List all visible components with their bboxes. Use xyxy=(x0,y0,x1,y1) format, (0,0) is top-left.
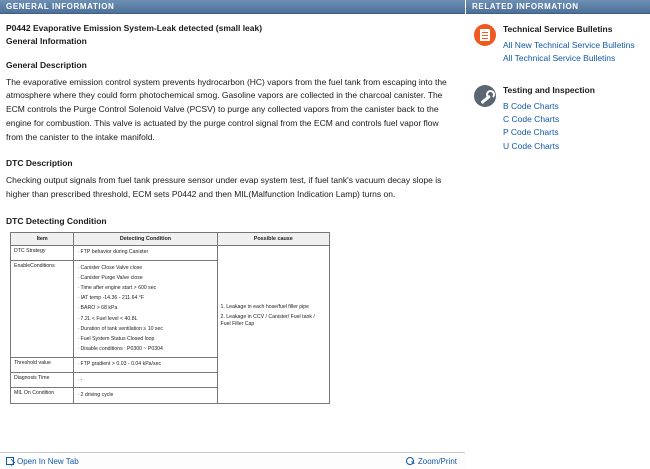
condition-line: · Disable conditions : P0300 ~ P0304 xyxy=(77,346,163,353)
magnifier-icon xyxy=(406,457,415,466)
related-link[interactable]: B Code Charts xyxy=(503,101,559,112)
condition-line: · 2 driving cycle xyxy=(77,391,114,398)
page-subtitle: General Information xyxy=(6,35,87,46)
related-information-header-label: RELATED INFORMATION xyxy=(472,2,579,11)
condition-line: · 7.2L < Fuel level < 40.8L xyxy=(77,315,138,322)
dtc-table-body xyxy=(11,245,330,403)
table-cell-item: Threshold value xyxy=(11,357,74,372)
dtc-description-text: Checking output signals from fuel tank pressure sensor under evap system test, if fuel tank's vacuum decay slope is higher than prescribed threshold, ECM sets P0442 and then MIL(Malfunction Indication Lamp) turns on. xyxy=(6,175,442,200)
general-description-text: The evaporative emission control system prevents hydrocarbon (HC) vapors from the fuel tank from escaping into the atmosphere where they could form photochemical smog. Gasoline vapors are collected in the charcoal canister. The ECM controls the Purge Control Solenoid Valve (PCSV) to purge any collected vapors from the canister back to the engine for combustion. This valve is actuated by the purge control signal from the ECM and controls fuel vapor flow from the canister to the intake manifold. xyxy=(6,76,447,142)
table-cell-possible-cause xyxy=(217,245,329,403)
table-header-item: Item xyxy=(11,232,74,245)
dtc-detecting-condition-table xyxy=(10,232,330,404)
condition-line: · BARO > 68 kPa xyxy=(77,305,118,312)
condition-line: · IAT temp -14.36 - 211.64 °F xyxy=(77,295,145,302)
table-cell-item: DTC Strategy xyxy=(11,245,74,260)
table-cell-detecting-condition xyxy=(74,245,217,260)
related-group-text xyxy=(503,84,595,153)
general-information-header xyxy=(0,0,465,14)
condition-line: · Canister Close Valve close xyxy=(77,264,143,271)
related-group xyxy=(466,75,650,153)
related-link[interactable]: All Technical Service Bulletins xyxy=(503,53,616,64)
condition-line: · Duration of tank ventilation ≥ 10 sec xyxy=(77,325,163,332)
related-link[interactable]: U Code Charts xyxy=(503,140,560,151)
wrench-icon xyxy=(474,85,496,107)
condition-line: · Time after engine start > 600 sec xyxy=(77,285,157,292)
dtc-detecting-condition-heading: DTC Detecting Condition xyxy=(6,215,107,226)
group-spacer xyxy=(466,65,650,75)
related-group-heading: Technical Service Bulletins xyxy=(503,24,613,34)
possible-cause-line: 1. Leakage in each hose/fuel filler pipe xyxy=(220,304,310,311)
related-group xyxy=(466,14,650,65)
table-cell-detecting-condition xyxy=(74,388,217,403)
table-header-detecting-condition: Detecting Condition xyxy=(74,232,217,245)
document-icon xyxy=(474,24,496,46)
condition-line: · FTP gradient > 0.03 - 0.04 kPa/sec xyxy=(77,361,162,368)
condition-line: · Canister Purge Valve close xyxy=(77,274,143,281)
table-cell-item: EnableConditions xyxy=(11,261,74,358)
general-description-heading: General Description xyxy=(6,59,87,70)
table-header-row xyxy=(11,232,330,245)
related-information-groups xyxy=(466,14,650,153)
dtc-description-heading: DTC Description xyxy=(6,158,73,169)
table-cell-detecting-condition xyxy=(74,373,217,388)
related-group-heading: Testing and Inspection xyxy=(503,85,595,96)
condition-line: · FTP behavior during Canister xyxy=(77,249,149,256)
open-in-new-tab-label[interactable]: Open In New Tab xyxy=(17,456,79,466)
document-footer xyxy=(0,452,465,469)
related-link[interactable]: C Code Charts xyxy=(503,114,560,125)
cause-spacer xyxy=(221,248,326,303)
table-cell-item: Diagnosis Time xyxy=(11,373,74,388)
condition-line: · Fuel System Status Closed loop xyxy=(77,336,155,343)
page-title: P0442 Evaporative Emission System-Leak detected (small leak) xyxy=(6,23,263,33)
open-in-new-tab-button[interactable] xyxy=(6,457,79,466)
zoom-print-button[interactable] xyxy=(406,457,457,466)
table-cell-item: MIL On Condition xyxy=(11,388,74,403)
document-glyph xyxy=(480,29,490,41)
zoom-print-label[interactable]: Zoom/Print xyxy=(417,456,457,466)
related-group-text xyxy=(503,23,635,65)
related-information-panel xyxy=(465,0,650,469)
related-information-header xyxy=(466,0,650,14)
related-link[interactable]: All New Technical Service Bulletins xyxy=(503,39,635,50)
condition-line: · - xyxy=(77,376,83,383)
related-link[interactable]: P Code Charts xyxy=(503,127,559,138)
table-cell-detecting-condition xyxy=(74,261,217,358)
general-information-header-label: GENERAL INFORMATION xyxy=(6,2,115,11)
new-tab-icon xyxy=(6,457,14,465)
possible-cause-line: 2. Leakage in CCV / Canister/ Fuel tank / Fuel Filler Cap xyxy=(220,314,315,328)
table-cell-detecting-condition xyxy=(74,357,217,372)
dtc-table-wrapper xyxy=(6,232,455,404)
general-information-body xyxy=(0,14,465,404)
wrench-glyph xyxy=(479,90,492,103)
table-header-possible-cause: Possible cause xyxy=(217,232,329,245)
table-row xyxy=(11,245,330,260)
